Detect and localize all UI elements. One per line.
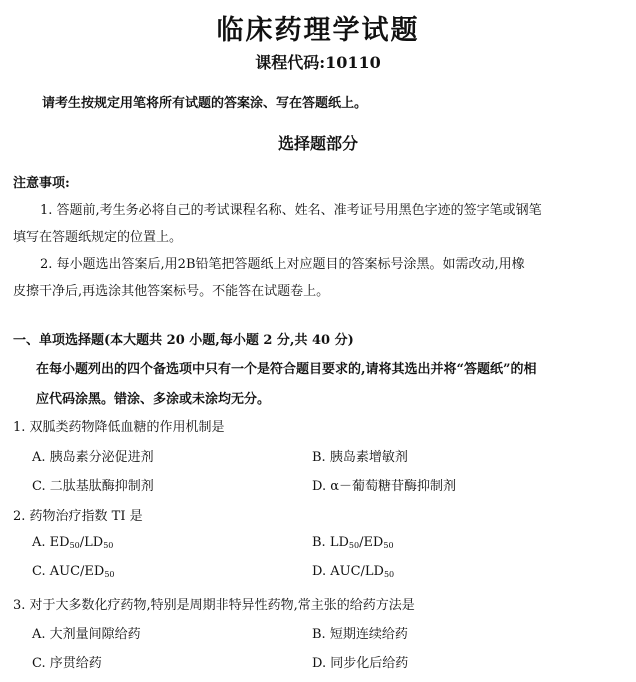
part1-heading: 一、单项选择题(本大题共 20 小题,每小题 2 分,共 40 分)	[13, 333, 354, 348]
part1-desc-line-1: 在每小题列出的四个备选项中只有一个是符合题目要求的,请将其选出并将“答题纸”的相	[36, 362, 537, 377]
q2a-sub-2: 50	[103, 541, 114, 550]
question-3-option-a: A. 大剂量间隙给药	[32, 627, 141, 642]
question-2-option-b	[312, 535, 394, 550]
answer-instruction: 请考生按规定用笔将所有试题的答案涂、写在答题纸上。	[42, 96, 368, 111]
q2d-sub: 50	[383, 570, 395, 579]
question-3-option-d: D. 同步化后给药	[312, 656, 409, 671]
question-2-option-a	[32, 535, 113, 550]
notice-item-1-line-1: 1. 答题前,考生务必将自己的考试课程名称、姓名、准考证号用黑色字迹的签字笔或钢笔	[40, 203, 542, 218]
question-1-option-d: D. α－葡萄糖苷酶抑制剂	[312, 479, 457, 494]
question-2-stem: 2. 药物治疗指数 TI 是	[13, 509, 143, 524]
question-1-option-c: C. 二肽基肽酶抑制剂	[32, 479, 154, 494]
q2d-prefix: D. AUC/LD	[312, 564, 384, 579]
exam-title: 临床药理学试题	[216, 15, 420, 46]
notice-item-1-line-2: 填写在答题纸规定的位置上。	[13, 230, 183, 245]
q2b-prefix: B. LD	[312, 535, 349, 550]
question-3-stem: 3. 对于大多数化疗药物,特别是周期非特异性药物,常主张的给药方法是	[13, 598, 415, 613]
notice-heading: 注意事项:	[13, 176, 70, 191]
section-title: 选择题部分	[277, 134, 358, 153]
question-1-option-a: A. 胰岛素分泌促进剂	[32, 450, 154, 465]
q2b-sub-1: 50	[348, 541, 360, 550]
question-1-option-b: B. 胰岛素增敏剂	[312, 450, 408, 465]
q2b-mid: /ED	[359, 535, 384, 550]
course-code: 课程代码:10110	[255, 53, 381, 72]
notice-item-2-line-2: 皮擦干净后,再选涂其他答案标号。不能答在试题卷上。	[13, 284, 330, 299]
question-2-option-d	[312, 564, 394, 579]
question-2-option-c	[32, 564, 115, 579]
q2a-mid: /LD	[79, 535, 104, 550]
q2c-sub: 50	[104, 570, 115, 579]
question-3-option-b: B. 短期连续给药	[312, 627, 408, 642]
question-1-stem: 1. 双胍类药物降低血糖的作用机制是	[13, 420, 225, 435]
q2c-prefix: C. AUC/ED	[32, 564, 105, 579]
question-3-option-c: C. 序贯给药	[32, 656, 102, 671]
q2b-sub-2: 50	[383, 541, 394, 550]
part1-desc-line-2: 应代码涂黑。错涂、多涂或未涂均无分。	[36, 392, 271, 407]
q2a-sub-1: 50	[69, 541, 80, 550]
q2a-prefix: A. ED	[32, 535, 70, 550]
notice-item-2-line-1: 2. 每小题选出答案后,用2B铅笔把答题纸上对应题目的答案标号涂黑。如需改动,用橡	[40, 257, 525, 272]
